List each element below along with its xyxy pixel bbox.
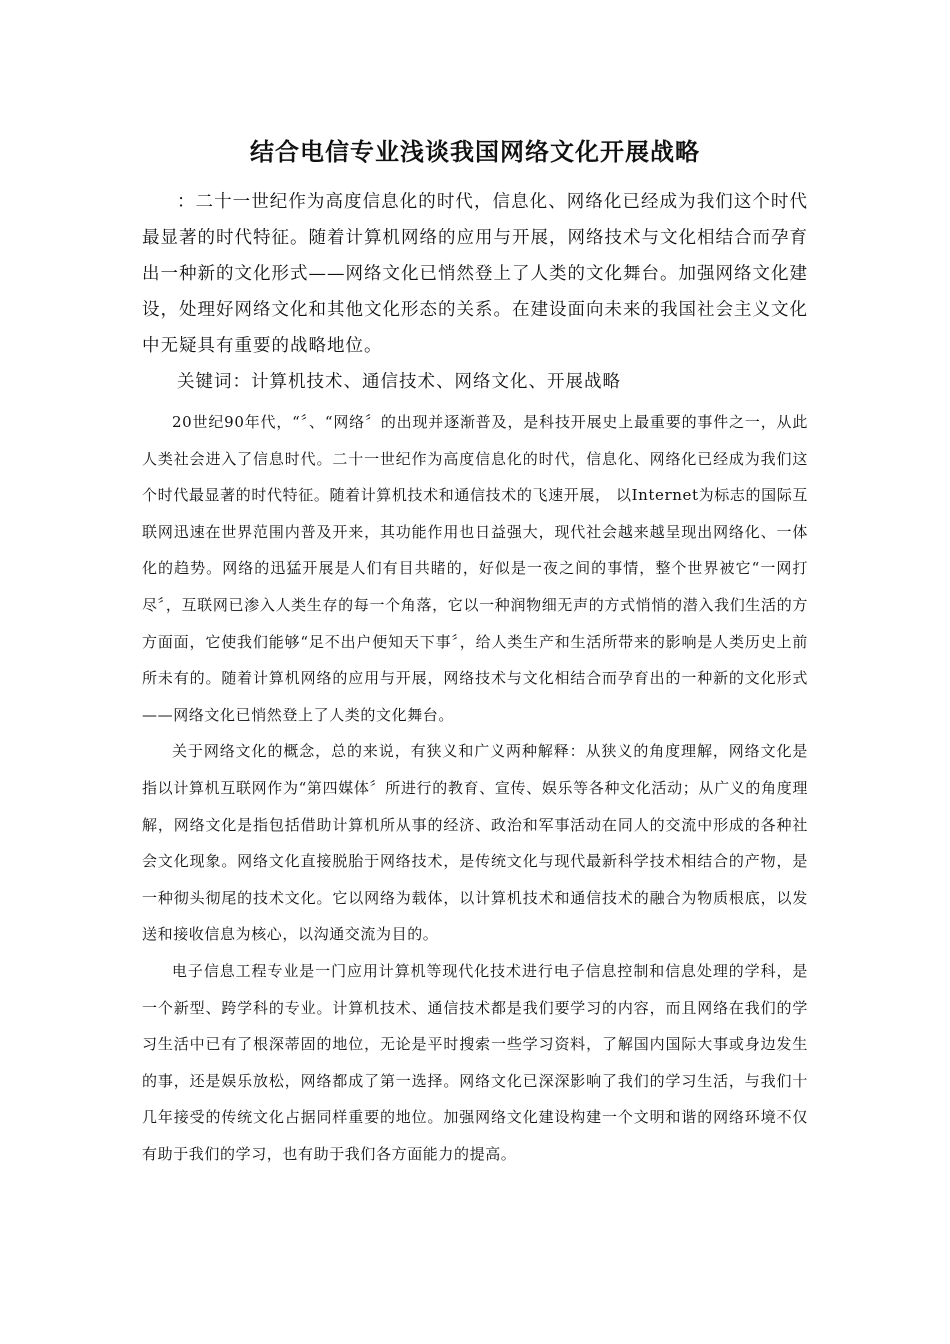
body-text [142,404,808,1172]
keywords-line: 关键词：计算机技术、通信技术、网络文化、开展战略 [177,372,621,392]
document-title: 结合电信专业浅谈我国网络文化开展战略 [250,138,700,166]
body-paragraph-3: 电子信息工程专业是一门应用计算机等现代化技术进行电子信息控制和信息处理的学科，是一个新型、跨学科的专业。计算机技术、通信技术都是我们要学习的内容，而且网络在我们的学习生活中已有了根深蒂固的地位，无论是平时搜索一些学习资料，了解国内国际大事或身边发生的事，还是娱乐放松，网络都成了第一选择。网络文化已深深影响了我们的学习生活，与我们十几年接受的传统文化占据同样重要的地位。加强网络文化建设构建一个文明和谐的网络环境不仅有助于我们的学习，也有助于我们各方面能力的提高。 [142,961,808,1163]
body-paragraph-2: 关于网络文化的概念，总的来说，有狭义和广义两种解释：从狭义的角度理解，网络文化是指以计算机互联网作为“第四媒体〞所进行的教育、宣传、娱乐等各种文化活动；从广义的角度理解，网络文化是指包括借助计算机所从事的经济、政治和军事活动在同人的交流中形成的各种社会文化现象。网络文化直接脱胎于网络技术，是传统文化与现代最新科学技术相结合的产物，是一种彻头彻尾的技术文化。它以网络为载体，以计算机技术和通信技术的融合为物质根底，以发送和接收信息为核心，以沟通交流为目的。 [142,742,808,944]
abstract-paragraph: ：二十一世纪作为高度信息化的时代，信息化、网络化已经成为我们这个时代最显著的时代特征。随着计算机网络的应用与开展，网络技术与文化相结合而孕育出一种新的文化形式——网络文化已悄然登上了人类的文化舞台。加强网络文化建设，处理好网络文化和其他文化形态的关系。在建设面向未来的我国社会主义文化中无疑具有重要的战略地位。 [142,192,808,356]
body-paragraph-1: 20世纪90年代，“〞、“网络〞的出现并逐渐普及，是科技开展史上最重要的事件之一，从此人类社会进入了信息时代。二十一世纪作为高度信息化的时代，信息化、网络化已经成为我们这个时代最显著的时代特征。随着计算机技术和通信技术的飞速开展， 以Internet为标志的国际互联网迅速在世界范围内普及开来，其功能作用也日益强大，现代社会越来越呈现出网络化、一体化的趋势。网络的迅猛开展是人们有目共睹的，好似是一夜之间的事情，整个世界被它“一网打尽〞，互联网已渗入人类生存的每一个角落，它以一种润物细无声的方式悄悄的潜入我们生活的方方面面，它使我们能够“足不出户便知天下事〞，给人类生产和生活所带来的影响是人类历史上前所未有的。随着计算机网络的应用与开展，网络技术与文化相结合而孕育出的一种新的文化形式——网络文化已悄然登上了人类的文化舞台。 [142,413,808,724]
